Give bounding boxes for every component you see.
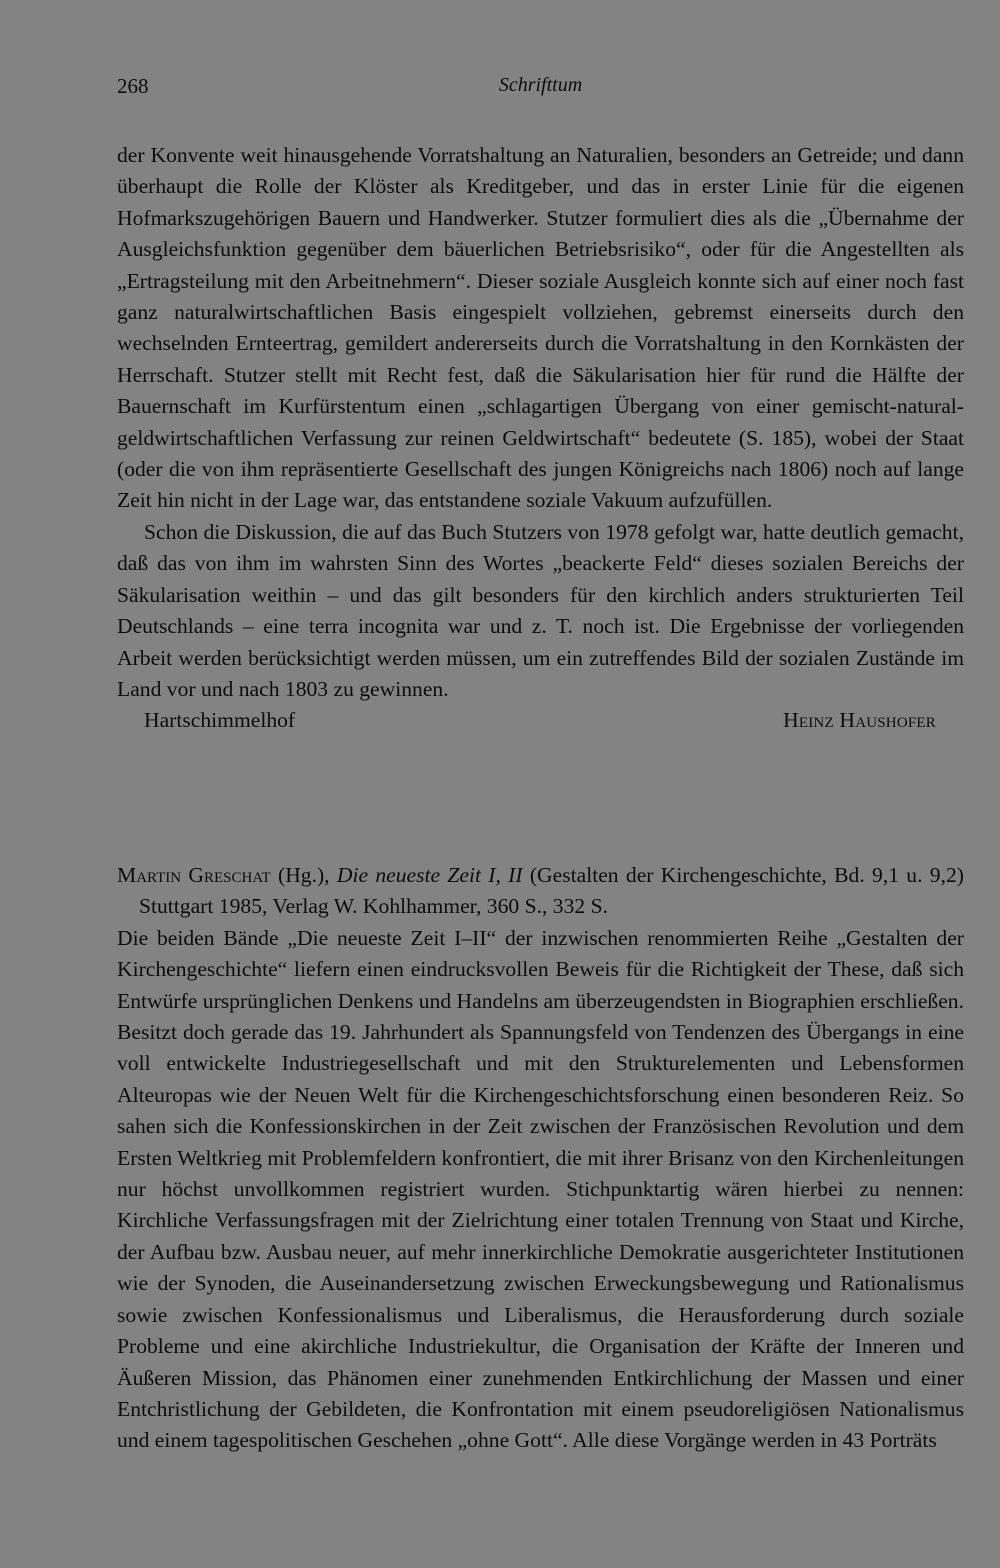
review-greschat: [117, 860, 964, 1457]
book-citation: [117, 860, 964, 923]
citation-author: Martin Greschat: [117, 863, 271, 887]
review-haushofer: [117, 140, 964, 737]
review-paragraph: Schon die Diskussion, die auf das Buch Stutzers von 1978 gefolgt war, hatte deutlich gemacht, daß das von ihm im wahrsten Sinn des Wortes „beackerte Feld“ dieses sozialen Bereichs der Säkularisation weithin – und das gilt besonders für den kirchlich anders strukturierten Teil Deutschlands – eine terra incognita war und z. T. noch ist. Die Ergebnisse der vorliegenden Arbeit werden berücksichtigt werden müssen, um ein zutreffendes Bild der sozialen Zustände im Land vor und nach 1803 zu gewinnen.: [117, 519, 964, 701]
running-title: Schrifttum: [498, 74, 583, 96]
review-paragraph: der Konvente weit hinausgehende Vorratshaltung an Naturalien, besonders an Getreide; und dann überhaupt die Rolle der Klöster als Kreditgeber, und das in erster Linie für die eigenen Hofmarkszugehörigen Bauern und Handwerker. Stutzer formuliert dies als die „Übernahme der Ausgleichsfunktion gegenüber dem bäuerlichen Betriebsrisiko“, oder für die Angestellten als „Ertragsteilung mit den Arbeitnehmern“. Dieser soziale Ausgleich konnte sich auf einer noch fast ganz naturalwirtschaftlichen Basis eingespielt vollziehen, gebremst einerseits durch den wechselnden Ernteertrag, gemildert andererseits durch die Vorratshaltung in den Kornkästen der Herrschaft. Stutzer stellt mit Recht fest, daß die Säkularisation hier für rund die Hälfte der Bauernschaft im Kurfürstentum einen „schlagartigen Übergang von einer gemischt-natural-geldwirtschaftlichen Verfassung zur reinen Geldwirtschaft“ bedeutete (S. 185), wobei der Staat (oder die von ihm repräsentierte Gesellschaft des jungen Königreichs nach 1806) noch auf lange Zeit hin nicht in der Lage war, das entstandene soziale Vakuum aufzufüllen.: [117, 143, 964, 513]
page-header: [117, 74, 964, 104]
signature-author: Heinz Haushofer: [783, 708, 936, 733]
review-signature: [117, 705, 964, 736]
citation-title: Die neueste Zeit I, II: [336, 863, 523, 887]
signature-place: Hartschimmelhof: [144, 708, 296, 733]
page-number: 268: [117, 74, 149, 98]
citation-editor-note: (Hg.),: [270, 863, 337, 887]
review-paragraph: Die beiden Bände „Die neueste Zeit I–II“ der inzwischen renommierten Reihe „Gestalten der Kirchengeschichte“ liefern einen eindrucksvollen Beweis für die Richtigkeit der These, daß sich Entwürfe ursprünglichen Denkens und Handelns am überzeugendsten in Biographien erschließen. Besitzt doch gerade das 19. Jahrhundert als Spannungsfeld von Tendenzen des Übergangs in eine voll entwickelte Industriegesellschaft und mit den Strukturelementen und Lebensformen Alteuropas wie der Neuen Welt für die Kirchengeschichtsforschung einen besonderen Reiz. So sahen sich die Konfessionskirchen in der Zeit zwischen der Französischen Revolution und dem Ersten Weltkrieg mit Problemfeldern konfrontiert, die mit ihrer Brisanz von den Kirchenleitungen nur höchst unvollkommen registriert wurden. Stichpunktartig wären hierbei zu nennen: Kirchliche Verfassungsfragen mit der Zielrichtung einer totalen Trennung von Staat und Kirche, der Aufbau bzw. Ausbau neuer, auf mehr innerkirchliche Demokratie ausgerichteter Institutionen wie der Synoden, die Auseinandersetzung zwischen Erweckungsbewegung und Rationalismus sowie zwischen Konfessionalismus und Liberalismus, die Herausforderung durch soziale Probleme und eine akirchliche Industriekultur, die Organisation der Kräfte der Inneren und Äußeren Mission, das Phänomen einer zunehmenden Entkirchlichung der Massen und einer Entchristlichung der Gebildeten, die Konfrontation mit einem pseudoreligiösen Nationalismus und einem tagespolitischen Geschehen „ohne Gott“. Alle diese Vorgänge werden in 43 Porträts: [117, 925, 964, 1453]
citation-details: (Gestalten der Kirchengeschichte, Bd. 9,1 u. 9,2) Stuttgart 1985, Verlag W. Kohlhammer, 360 S., 332 S.: [139, 863, 964, 919]
